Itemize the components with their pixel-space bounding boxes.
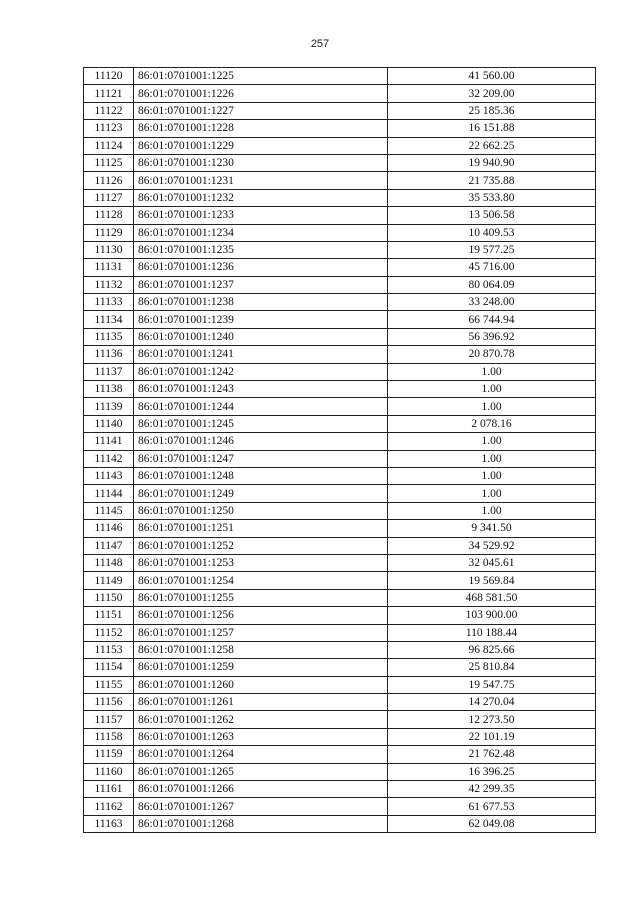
cadastral-number-cell: 86:01:0701001:1230 bbox=[134, 154, 388, 171]
row-number-cell: 11155 bbox=[84, 676, 134, 693]
cadastral-value-cell: 56 396.92 bbox=[388, 328, 596, 345]
cadastral-number-cell: 86:01:0701001:1248 bbox=[134, 467, 388, 484]
row-number-cell: 11121 bbox=[84, 85, 134, 102]
table-row bbox=[84, 763, 596, 780]
cadastral-number-cell: 86:01:0701001:1263 bbox=[134, 728, 388, 745]
cadastral-number-cell: 86:01:0701001:1231 bbox=[134, 172, 388, 189]
cadastral-value-cell: 19 577.25 bbox=[388, 241, 596, 258]
cadastral-value-cell: 19 547.75 bbox=[388, 676, 596, 693]
cadastral-value-cell: 1.00 bbox=[388, 433, 596, 450]
table-row bbox=[84, 154, 596, 171]
row-number-cell: 11158 bbox=[84, 728, 134, 745]
cadastral-value-cell: 20 870.78 bbox=[388, 346, 596, 363]
cadastral-number-cell: 86:01:0701001:1252 bbox=[134, 537, 388, 554]
cadastral-value-cell: 19 569.84 bbox=[388, 572, 596, 589]
row-number-cell: 11142 bbox=[84, 450, 134, 467]
cadastral-value-cell: 32 209.00 bbox=[388, 85, 596, 102]
cadastral-value-cell: 1.00 bbox=[388, 398, 596, 415]
row-number-cell: 11132 bbox=[84, 276, 134, 293]
table-row bbox=[84, 711, 596, 728]
row-number-cell: 11157 bbox=[84, 711, 134, 728]
cadastral-value-cell: 1.00 bbox=[388, 467, 596, 484]
cadastral-value-cell: 1.00 bbox=[388, 485, 596, 502]
table-row bbox=[84, 311, 596, 328]
cadastral-number-cell: 86:01:0701001:1254 bbox=[134, 572, 388, 589]
row-number-cell: 11123 bbox=[84, 120, 134, 137]
row-number-cell: 11144 bbox=[84, 485, 134, 502]
table-row bbox=[84, 276, 596, 293]
cadastral-value-cell: 96 825.66 bbox=[388, 641, 596, 658]
table-row bbox=[84, 224, 596, 241]
table-row bbox=[84, 781, 596, 798]
cadastral-number-cell: 86:01:0701001:1243 bbox=[134, 381, 388, 398]
table-row bbox=[84, 641, 596, 658]
cadastral-value-cell: 9 341.50 bbox=[388, 520, 596, 537]
table-row bbox=[84, 381, 596, 398]
cadastral-number-cell: 86:01:0701001:1264 bbox=[134, 746, 388, 763]
cadastral-number-cell: 86:01:0701001:1244 bbox=[134, 398, 388, 415]
table-row bbox=[84, 728, 596, 745]
table-row bbox=[84, 172, 596, 189]
cadastral-value-cell: 468 581.50 bbox=[388, 589, 596, 606]
cadastral-value-cell: 2 078.16 bbox=[388, 415, 596, 432]
cadastral-value-cell: 110 188.44 bbox=[388, 624, 596, 641]
cadastral-value-cell: 1.00 bbox=[388, 502, 596, 519]
cadastral-number-cell: 86:01:0701001:1258 bbox=[134, 641, 388, 658]
row-number-cell: 11126 bbox=[84, 172, 134, 189]
table-row bbox=[84, 398, 596, 415]
table-row bbox=[84, 485, 596, 502]
row-number-cell: 11153 bbox=[84, 641, 134, 658]
table-body bbox=[84, 68, 596, 833]
row-number-cell: 11160 bbox=[84, 763, 134, 780]
cadastral-number-cell: 86:01:0701001:1265 bbox=[134, 763, 388, 780]
cadastral-number-cell: 86:01:0701001:1238 bbox=[134, 294, 388, 311]
cadastral-number-cell: 86:01:0701001:1228 bbox=[134, 120, 388, 137]
cadastral-number-cell: 86:01:0701001:1250 bbox=[134, 502, 388, 519]
cadastral-number-cell: 86:01:0701001:1234 bbox=[134, 224, 388, 241]
row-number-cell: 11151 bbox=[84, 607, 134, 624]
cadastral-number-cell: 86:01:0701001:1246 bbox=[134, 433, 388, 450]
cadastral-value-cell: 13 506.58 bbox=[388, 207, 596, 224]
table-row bbox=[84, 746, 596, 763]
table-row bbox=[84, 120, 596, 137]
table-row bbox=[84, 189, 596, 206]
cadastral-value-cell: 66 744.94 bbox=[388, 311, 596, 328]
row-number-cell: 11149 bbox=[84, 572, 134, 589]
cadastral-number-cell: 86:01:0701001:1225 bbox=[134, 68, 388, 85]
row-number-cell: 11134 bbox=[84, 311, 134, 328]
cadastral-value-cell: 35 533.80 bbox=[388, 189, 596, 206]
cadastral-value-cell: 16 396.25 bbox=[388, 763, 596, 780]
table-row bbox=[84, 346, 596, 363]
cadastral-number-cell: 86:01:0701001:1245 bbox=[134, 415, 388, 432]
cadastral-number-cell: 86:01:0701001:1268 bbox=[134, 815, 388, 832]
cadastral-number-cell: 86:01:0701001:1247 bbox=[134, 450, 388, 467]
table-row bbox=[84, 572, 596, 589]
cadastral-number-cell: 86:01:0701001:1262 bbox=[134, 711, 388, 728]
cadastral-number-cell: 86:01:0701001:1253 bbox=[134, 554, 388, 571]
cadastral-value-cell: 22 662.25 bbox=[388, 137, 596, 154]
row-number-cell: 11124 bbox=[84, 137, 134, 154]
table-row bbox=[84, 363, 596, 380]
cadastral-value-cell: 41 560.00 bbox=[388, 68, 596, 85]
cadastral-value-cell: 45 716.00 bbox=[388, 259, 596, 276]
cadastral-value-cell: 61 677.53 bbox=[388, 798, 596, 815]
cadastral-number-cell: 86:01:0701001:1237 bbox=[134, 276, 388, 293]
row-number-cell: 11146 bbox=[84, 520, 134, 537]
cadastral-value-cell: 21 735.88 bbox=[388, 172, 596, 189]
row-number-cell: 11154 bbox=[84, 659, 134, 676]
cadastral-value-cell: 80 064.09 bbox=[388, 276, 596, 293]
cadastral-number-cell: 86:01:0701001:1249 bbox=[134, 485, 388, 502]
row-number-cell: 11161 bbox=[84, 781, 134, 798]
table-row bbox=[84, 554, 596, 571]
cadastral-number-cell: 86:01:0701001:1266 bbox=[134, 781, 388, 798]
row-number-cell: 11141 bbox=[84, 433, 134, 450]
row-number-cell: 11131 bbox=[84, 259, 134, 276]
cadastral-value-table bbox=[83, 67, 596, 833]
cadastral-number-cell: 86:01:0701001:1239 bbox=[134, 311, 388, 328]
cadastral-value-cell: 1.00 bbox=[388, 363, 596, 380]
row-number-cell: 11150 bbox=[84, 589, 134, 606]
table-row bbox=[84, 68, 596, 85]
cadastral-number-cell: 86:01:0701001:1226 bbox=[134, 85, 388, 102]
cadastral-number-cell: 86:01:0701001:1233 bbox=[134, 207, 388, 224]
cadastral-number-cell: 86:01:0701001:1241 bbox=[134, 346, 388, 363]
table-row bbox=[84, 676, 596, 693]
cadastral-value-cell: 32 045.61 bbox=[388, 554, 596, 571]
table-row bbox=[84, 450, 596, 467]
table-row bbox=[84, 415, 596, 432]
row-number-cell: 11147 bbox=[84, 537, 134, 554]
table-row bbox=[84, 433, 596, 450]
table-row bbox=[84, 207, 596, 224]
cadastral-value-cell: 25 810.84 bbox=[388, 659, 596, 676]
cadastral-value-cell: 14 270.04 bbox=[388, 694, 596, 711]
cadastral-number-cell: 86:01:0701001:1256 bbox=[134, 607, 388, 624]
row-number-cell: 11120 bbox=[84, 68, 134, 85]
table-row bbox=[84, 259, 596, 276]
cadastral-value-cell: 1.00 bbox=[388, 381, 596, 398]
table-row bbox=[84, 815, 596, 832]
table-row bbox=[84, 328, 596, 345]
row-number-cell: 11135 bbox=[84, 328, 134, 345]
page-number: 257 bbox=[310, 38, 330, 50]
row-number-cell: 11127 bbox=[84, 189, 134, 206]
row-number-cell: 11128 bbox=[84, 207, 134, 224]
cadastral-number-cell: 86:01:0701001:1242 bbox=[134, 363, 388, 380]
table-row bbox=[84, 102, 596, 119]
row-number-cell: 11137 bbox=[84, 363, 134, 380]
cadastral-number-cell: 86:01:0701001:1267 bbox=[134, 798, 388, 815]
table-row bbox=[84, 659, 596, 676]
cadastral-number-cell: 86:01:0701001:1251 bbox=[134, 520, 388, 537]
table-row bbox=[84, 589, 596, 606]
cadastral-value-cell: 12 273.50 bbox=[388, 711, 596, 728]
table-row bbox=[84, 137, 596, 154]
row-number-cell: 11139 bbox=[84, 398, 134, 415]
table-row bbox=[84, 467, 596, 484]
cadastral-number-cell: 86:01:0701001:1260 bbox=[134, 676, 388, 693]
row-number-cell: 11138 bbox=[84, 381, 134, 398]
row-number-cell: 11133 bbox=[84, 294, 134, 311]
row-number-cell: 11140 bbox=[84, 415, 134, 432]
row-number-cell: 11156 bbox=[84, 694, 134, 711]
cadastral-value-cell: 103 900.00 bbox=[388, 607, 596, 624]
cadastral-value-cell: 62 049.08 bbox=[388, 815, 596, 832]
row-number-cell: 11159 bbox=[84, 746, 134, 763]
cadastral-number-cell: 86:01:0701001:1227 bbox=[134, 102, 388, 119]
row-number-cell: 11148 bbox=[84, 554, 134, 571]
cadastral-number-cell: 86:01:0701001:1257 bbox=[134, 624, 388, 641]
row-number-cell: 11130 bbox=[84, 241, 134, 258]
cadastral-value-cell: 33 248.00 bbox=[388, 294, 596, 311]
cadastral-value-cell: 16 151.88 bbox=[388, 120, 596, 137]
table-row bbox=[84, 520, 596, 537]
table-row bbox=[84, 85, 596, 102]
row-number-cell: 11125 bbox=[84, 154, 134, 171]
cadastral-number-cell: 86:01:0701001:1229 bbox=[134, 137, 388, 154]
table-row bbox=[84, 502, 596, 519]
cadastral-value-cell: 22 101.19 bbox=[388, 728, 596, 745]
table-row bbox=[84, 798, 596, 815]
table-row bbox=[84, 694, 596, 711]
row-number-cell: 11152 bbox=[84, 624, 134, 641]
row-number-cell: 11136 bbox=[84, 346, 134, 363]
cadastral-number-cell: 86:01:0701001:1261 bbox=[134, 694, 388, 711]
cadastral-value-cell: 25 185.36 bbox=[388, 102, 596, 119]
cadastral-value-cell: 1.00 bbox=[388, 450, 596, 467]
table-row bbox=[84, 537, 596, 554]
row-number-cell: 11162 bbox=[84, 798, 134, 815]
cadastral-value-cell: 21 762.48 bbox=[388, 746, 596, 763]
cadastral-value-cell: 10 409.53 bbox=[388, 224, 596, 241]
row-number-cell: 11143 bbox=[84, 467, 134, 484]
table-row bbox=[84, 294, 596, 311]
table-row bbox=[84, 607, 596, 624]
cadastral-value-cell: 19 940.90 bbox=[388, 154, 596, 171]
row-number-cell: 11145 bbox=[84, 502, 134, 519]
row-number-cell: 11122 bbox=[84, 102, 134, 119]
cadastral-value-cell: 42 299.35 bbox=[388, 781, 596, 798]
cadastral-number-cell: 86:01:0701001:1236 bbox=[134, 259, 388, 276]
row-number-cell: 11163 bbox=[84, 815, 134, 832]
table-row bbox=[84, 624, 596, 641]
cadastral-value-cell: 34 529.92 bbox=[388, 537, 596, 554]
cadastral-number-cell: 86:01:0701001:1232 bbox=[134, 189, 388, 206]
table-row bbox=[84, 241, 596, 258]
cadastral-number-cell: 86:01:0701001:1240 bbox=[134, 328, 388, 345]
cadastral-number-cell: 86:01:0701001:1255 bbox=[134, 589, 388, 606]
cadastral-number-cell: 86:01:0701001:1235 bbox=[134, 241, 388, 258]
cadastral-number-cell: 86:01:0701001:1259 bbox=[134, 659, 388, 676]
row-number-cell: 11129 bbox=[84, 224, 134, 241]
